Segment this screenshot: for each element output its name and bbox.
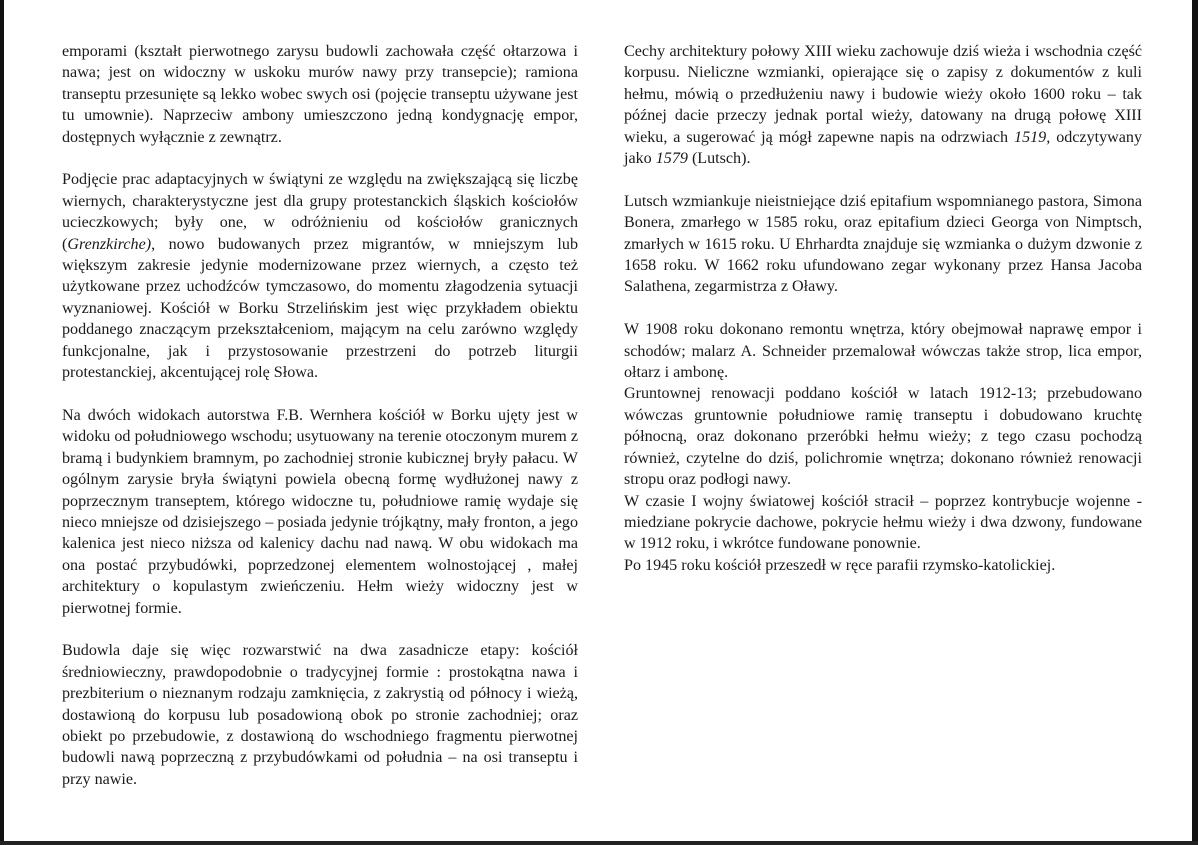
scan-edge-right [1192, 0, 1198, 845]
left-paragraph-3: Na dwóch widokach autorstwa F.B. Wernhera kościół w Borku ujęty jest w widoku od południowego wschodu; usytuowany na terenie otoczonym murem z bramą i budynkiem bramnym, po zachodniej stronie kubicznej bryły pałacu. W ogólnym zarysie bryła świątyni powiela obecną formę wydłużonej nawy z poprzecznym transeptem, którego widoczne tu, południowe ramię wydaje się nieco mniejsze od dzisiejszego – posiada jedynie trójkątny, mały fronton, a jego kalenica jest nieco niższa od kalenicy dachu nad nawą. W obu widokach ma ona postać przybudówki, poprzedzonej elementem wolnostojącej , małej architektury o kopulastym zwieńczeniu. Hełm wieży widoczny jest w pierwotnej formie. [62, 406, 578, 617]
right-column [624, 41, 1142, 576]
left-paragraph-4: Budowla daje się więc rozwarstwić na dwa zasadnicze etapy: kościół średniowieczny, prawdopodobnie o tradycyjnej formie : prostokątna nawa i prezbiterium o nieznanym rodzaju zamknięcia, z zakrystią od północy i wieżą, dostawioną do korpusu lub posadowioną obok po stronie zachodniej; oraz obiekt po przebudowie, z dostawioną do wschodniego fragmentu pierwotnej budowli nawą poprzeczną z przybudówkami od południa – na osi transeptu i przy nawie. [62, 642, 578, 788]
left-paragraph-2-italic: Grenzkirche) [67, 235, 152, 253]
left-paragraph-1: emporami (kształt pierwotnego zarysu budowli zachowała część ołtarzowa i nawa; jest on widoczny w uskoku murów nawy przy transepcie); ramiona transeptu przesunięte są lekko wobec swych osi (pojęcie transeptu używane jest tu umownie). Naprzeciw ambony umieszczono jedną kondygnację empor, dostępnych wyłącznie z zewnątrz. [62, 43, 578, 146]
left-paragraph-2-part-a: Podjęcie prac adaptacyjnych w świątyni ze względu na zwiększającą się liczbę wiernych, charakterystyczne jest dla grupy protestanckich śląskich kościołów ucieczkowych; były one, w odróżnieniu od kościołów granicznych ( [62, 171, 578, 253]
right-paragraph-1-part-a: Cechy architektury połowy XIII wieku zachowuje dziś wieża i wschodnia część korpusu. Nieliczne wzmianki, opierające się o zapisy z dokumentów z kuli hełmu, mówią o przedłużeniu nawy i budowie wieży około 1600 roku – tak późnej dacie przeczy jednak portal wieży, datowany na drugą połowę XIII wieku, a sugerować ją mógł zapewne napis na odrzwiach [624, 43, 1142, 146]
right-paragraph-1-part-c: (Lutsch). [687, 150, 751, 168]
scan-edge-left [0, 0, 4, 845]
left-paragraph-2 [62, 169, 578, 383]
left-column [62, 41, 578, 812]
right-paragraph-1-italic-2: 1579 [655, 150, 688, 168]
right-paragraph-6: Po 1945 roku kościół przeszedł w ręce parafii rzymsko-katolickiej. [624, 556, 1056, 574]
right-paragraph-4: Gruntownej renowacji poddano kościół w latach 1912-13; przebudowano wówczas gruntownie południowe ramię transeptu i dobudowano kruchtę północną, oraz dokonano przeróbki hełmu wieży; z tego czasu pochodzą również, czytelne do dziś, polichromie wnętrza; dokonano również renowacji stropu oraz podłogi nawy. [624, 385, 1142, 489]
left-paragraph-2-part-b: , nowo budowanych przez migrantów, w mniejszym lub większym zakresie jedynie modernizowane przez wiernych, a często też użytkowane przez uchodźców tymczasowo, do momentu złagodzenia sytuacji wyznaniowej. Kościół w Borku Strzelińskim jest więc przykładem obiektu poddanego znaczącym przekształceniom, mającym na celu zarówno względy funkcjonalne, jak i przystosowanie przestrzeni do potrzeb liturgii protestanckiej, akcentującej rolę Słowa. [62, 235, 578, 382]
right-paragraph-1 [624, 41, 1142, 169]
scan-edge-bottom [0, 841, 1198, 845]
right-paragraph-5: W czasie I wojny światowej kościół stracił – poprzez kontrybucje wojenne - miedziane pokrycie dachowe, pokrycie hełmu wieży i dwa dzwony, fundowane w 1912 roku, i wkrótce fundowane ponownie. [624, 492, 1142, 553]
right-paragraph-3: W 1908 roku dokonano remontu wnętrza, który obejmował naprawę empor i schodów; malarz A. Schneider przemalował wówczas także strop, lica empor, ołtarz i ambonę. [624, 321, 1142, 382]
right-paragraph-2: Lutsch wzmiankuje nieistniejące dziś epitafium wspomnianego pastora, Simona Bonera, zmarłego w 1585 roku, oraz epitafium dzieci Georga von Nimptsch, zmarłych w 1615 roku. U Ehrhardta znajduje się wzmianka o dużym dzwonie z 1658 roku. W 1662 roku ufundowano zegar wykonany przez Hansa Jacoba Salathena, zegarmistrza z Oławy. [624, 192, 1142, 296]
right-paragraph-1-italic-1: 1519, [1014, 128, 1051, 146]
right-paragraph-1-part-b: odczytywany jako [624, 128, 1143, 168]
